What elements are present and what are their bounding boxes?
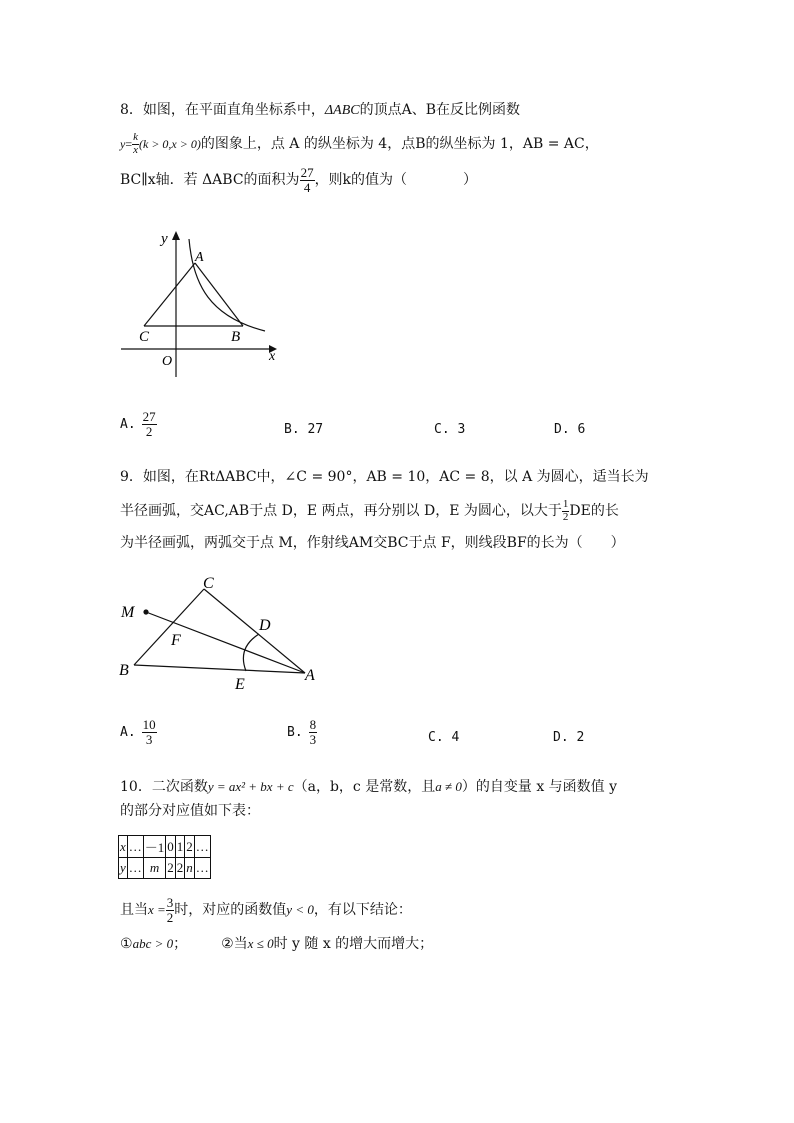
q8-func-cond: (k > 0,x > 0) — [139, 137, 201, 152]
q10-c1-expr: abc > 0 — [132, 936, 174, 951]
table-cell: 2 — [185, 836, 195, 858]
q8-label-c: C — [139, 329, 150, 345]
q8-triangle-abc: ΔABC — [324, 103, 360, 118]
q9-label-c: C — [203, 575, 214, 592]
q10-value-table — [118, 835, 211, 879]
q10-c2-end: 时 y 随 x 的增大而增大； — [273, 936, 434, 952]
q9-option-a[interactable] — [120, 718, 157, 746]
q8-line2 — [120, 132, 599, 156]
q10-line3 — [120, 896, 412, 924]
q8-func-eq: = — [125, 137, 133, 152]
q10-line1-text-b: （a，b，c 是常数，且 — [293, 779, 436, 795]
q10-c1-end: ； — [173, 936, 188, 952]
q9-line3: 为半径画弧，两弧交于点 M，作射线AM交BC于点 F，则线段BF的长为（ ） — [120, 535, 625, 551]
table-cell: … — [194, 836, 210, 858]
q9-label-a: A — [305, 667, 315, 684]
q9-option-c[interactable]: C. 4 — [428, 730, 460, 745]
table-cell: －1 — [143, 836, 166, 858]
q8-option-b[interactable]: B. 27 — [284, 422, 324, 437]
q9-label-e: E — [235, 676, 245, 693]
q8-line3 — [120, 166, 477, 194]
q8-label-x: x — [269, 349, 276, 364]
q9-option-b-prefix: B. — [287, 725, 303, 741]
q8-line1-text-b: 的顶点A、B在反比例函数 — [359, 102, 520, 118]
q10-func: y = ax² + bx + c — [207, 779, 294, 794]
q8-line1 — [120, 99, 520, 119]
table-cell: … — [194, 858, 210, 879]
q10-c2-mark: ②当 — [221, 936, 248, 952]
q8-label-y: y — [161, 231, 168, 247]
q10-x-num: 3 — [166, 895, 174, 910]
q8-option-a-prefix: A. — [120, 417, 136, 433]
q9-half-num: 1 — [562, 498, 569, 510]
q9-line2-text-b: DE的长 — [569, 503, 619, 520]
table-cell: x — [119, 836, 128, 858]
q9-line2 — [120, 499, 619, 523]
q10-x-den: 2 — [166, 909, 174, 925]
q9-option-b[interactable] — [287, 718, 317, 746]
q10-line3-text-b: 时，对应的函数值 — [174, 902, 287, 919]
table-cell: 1 — [175, 836, 185, 858]
q9-point-m — [143, 609, 148, 614]
q8-side-ca — [144, 263, 195, 326]
table-cell: y — [119, 858, 128, 879]
q8-line1-text: 8．如图，在平面直角坐标系中， — [120, 102, 325, 118]
q8-label-o: O — [162, 354, 173, 369]
q9-option-b-fraction — [309, 718, 318, 746]
q8-option-a-num: 27 — [142, 409, 156, 424]
q9-line2-text: 半径画弧，交AC,AB于点 D，E 两点，再分别以 D，E 为圆心，以大于 — [120, 503, 562, 520]
q10-x-eq: x = — [148, 902, 166, 918]
table-cell: 0 — [166, 836, 176, 858]
q9-half-den: 2 — [562, 510, 569, 523]
q8-func-k: k — [133, 131, 138, 143]
q8-area-num: 27 — [300, 165, 314, 180]
q8-line3-text: BC∥x轴．若 ΔABC的面积为 — [120, 172, 300, 189]
q9-option-a-den: 3 — [145, 731, 153, 747]
table-cell: … — [127, 858, 143, 879]
table-cell: m — [143, 858, 166, 879]
q9-label-d: D — [259, 617, 271, 634]
q9-side-ca — [204, 589, 305, 673]
q9-side-ba — [134, 665, 305, 673]
table-cell: 2 — [166, 858, 176, 879]
q10-line3-text-c: ，有以下结论： — [313, 902, 412, 919]
q8-option-a-den: 2 — [145, 423, 153, 439]
q9-ray-am — [146, 612, 305, 673]
q9-option-b-den: 3 — [309, 731, 317, 747]
q8-side-ab — [195, 263, 243, 326]
q8-option-c[interactable]: C. 3 — [434, 422, 466, 437]
q8-label-a: A — [195, 250, 204, 265]
q9-option-a-fraction — [142, 718, 157, 746]
q9-line1: 9．如图，在RtΔABC中，∠C = 90°，AB = 10，AC = 8，以 A 为圆心，适当长为 — [120, 469, 649, 485]
q8-area-fraction — [300, 166, 315, 194]
q8-option-a[interactable] — [120, 410, 157, 438]
q9-option-a-prefix: A. — [120, 725, 136, 741]
q9-figure — [115, 570, 330, 695]
q9-option-b-num: 8 — [309, 717, 317, 732]
q8-option-d[interactable]: D. 6 — [554, 422, 586, 437]
q8-area-den: 4 — [303, 179, 311, 195]
q8-line3-text-b: ，则k的值为（ ） — [314, 172, 478, 189]
q10-line3-text: 且当 — [120, 902, 148, 919]
table-row — [119, 836, 211, 858]
q9-label-m: M — [121, 604, 135, 621]
q10-line1-text: 10．二次函数 — [120, 779, 208, 795]
q8-figure — [115, 225, 285, 380]
q9-label-b: B — [119, 662, 129, 679]
q8-line2-text: 的图象上，点 A 的纵坐标为 4，点B的纵坐标为 1，AB = AC， — [200, 136, 599, 153]
q10-c2-expr: x ≤ 0 — [247, 936, 274, 951]
q9-label-f: F — [171, 632, 181, 649]
q10-c1-mark: ① — [120, 936, 133, 952]
q9-side-bc — [134, 589, 204, 665]
q8-option-a-fraction — [142, 410, 157, 438]
table-row — [119, 858, 211, 879]
q9-option-a-num: 10 — [142, 717, 156, 732]
q8-y-arrow — [172, 231, 180, 240]
q10-y-cond: y < 0 — [286, 902, 314, 918]
q10-line2: 的部分对应值如下表： — [120, 803, 260, 819]
q10-line1-text-c: ）的自变量 x 与函数值 y — [461, 779, 618, 795]
table-cell: 2 — [175, 858, 185, 879]
table-cell: … — [127, 836, 143, 858]
q8-func-x: x — [133, 143, 138, 156]
q10-cond: a ≠ 0 — [435, 779, 462, 794]
q10-conclusions — [120, 933, 433, 953]
q8-func-fraction — [132, 132, 139, 156]
table-cell: n — [185, 858, 195, 879]
q8-label-b: B — [231, 329, 241, 345]
q9-option-d[interactable]: D. 2 — [553, 730, 585, 745]
q10-line1 — [120, 776, 617, 796]
q8-func-y: y — [120, 137, 126, 152]
